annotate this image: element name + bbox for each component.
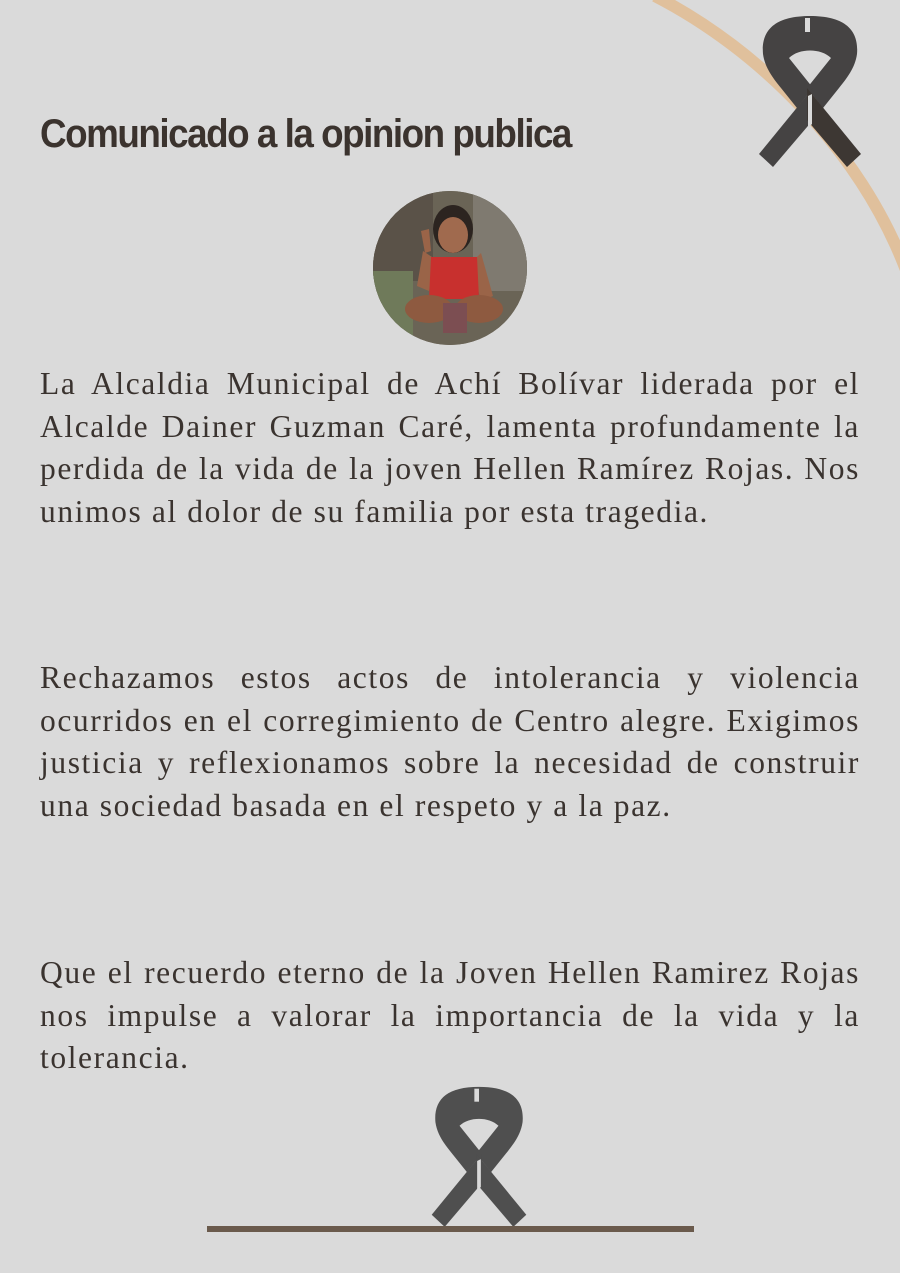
paragraph-remembrance: Que el recuerdo eterno de la Joven Hellen Ramirez Rojas nos impulse a valorar la importancia de la vida y la tolerancia. (40, 955, 860, 1075)
paragraph-rejection: Rechazamos estos actos de intolerancia y violencia ocurridos en el corregimiento de Centro alegre. Exigimos justicia y reflexionamos sobre la necesidad de construir una sociedad basada en el respeto y a la paz. (40, 660, 860, 823)
paragraph-condolence: La Alcaldia Municipal de Achí Bolívar liderada por el Alcalde Dainer Guzman Caré, lamenta profundamente la perdida de la vida de la joven Hellen Ramírez Rojas. Nos unimos al dolor de su familia por esta tragedia. (40, 366, 860, 529)
footer-rule (207, 1226, 694, 1232)
mourning-ribbon-icon (428, 1081, 530, 1229)
portrait-image (373, 191, 527, 345)
portrait-photo (373, 191, 527, 345)
page-title: Comunicado a la opinion publica (40, 112, 571, 156)
mourning-ribbon-icon (755, 12, 865, 167)
